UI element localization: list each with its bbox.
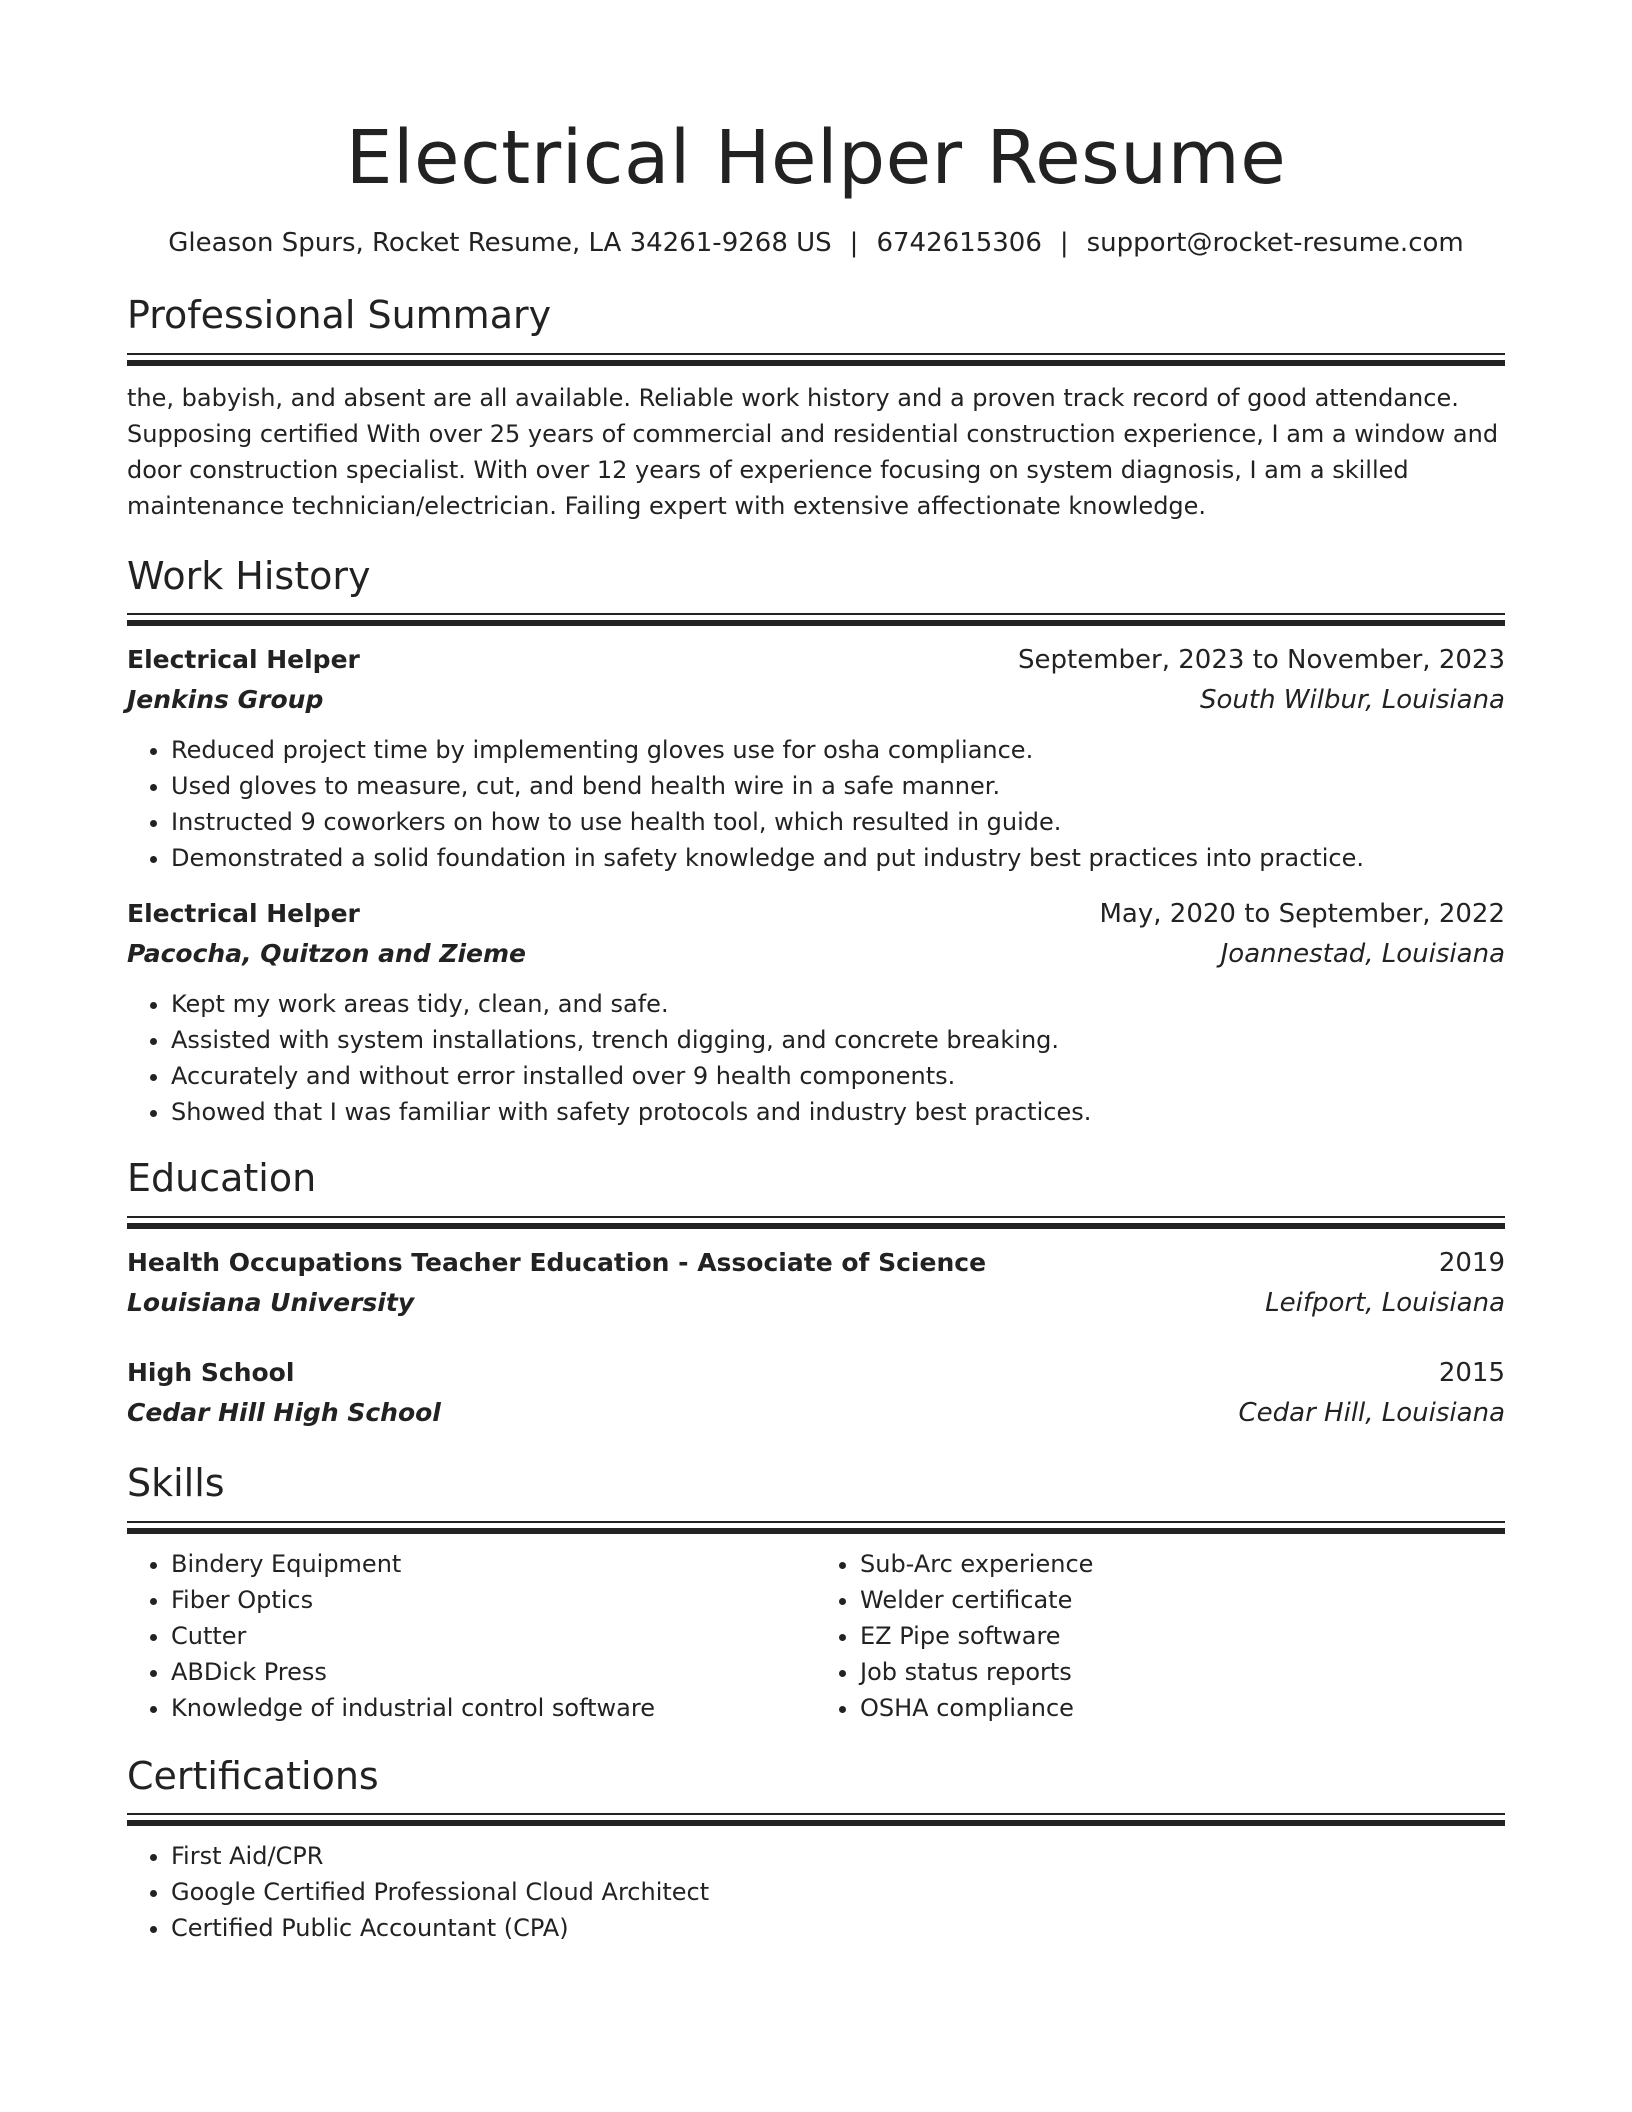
section-divider (127, 1521, 1505, 1534)
skill-item: • Sub-Arc experience (860, 1546, 1505, 1582)
summary-text: the, babyish, and absent are all available. Reliable work history and a proven track record of good attendance. Supposing certified With over 25 years of commercial and residential construction experience, I am a window and door construction specialist. With over 12 years of experience focusing on system diagnosis, I am a skilled maintenance technician/electrician. Failing expert with extensive affectionate knowledge. (127, 383, 1499, 520)
resume-title: Electrical Helper Resume (345, 115, 1287, 201)
contact-address: Gleason Spurs, Rocket Resume, LA 34261-9268 US (168, 228, 832, 259)
contact-separator: | (1059, 228, 1069, 259)
job-bullets (127, 986, 1505, 1130)
job-company: Jenkins Group (127, 685, 324, 715)
education-subheader-row (127, 1283, 1505, 1323)
education-year: 2019 (1438, 1247, 1505, 1278)
job-bullet: • Reduced project time by implementing gloves use for osha compliance. (171, 732, 1505, 768)
section-divider (127, 353, 1505, 366)
certification-item: • Google Certified Professional Cloud Architect (171, 1874, 1505, 1910)
job-bullets (127, 732, 1505, 876)
education-entry (127, 1353, 1505, 1433)
job-entry (127, 894, 1505, 1130)
skills-list-left (127, 1546, 816, 1726)
skills-grid (127, 1546, 1505, 1726)
contact-email: support@rocket-resume.com (1086, 228, 1464, 259)
education-entry (127, 1243, 1505, 1323)
job-bullet: • Instructed 9 coworkers on how to use health tool, which resulted in guide. (171, 804, 1505, 840)
certifications-section (127, 1754, 1505, 1947)
job-bullet: • Demonstrated a solid foundation in safety knowledge and put industry best practices into practice. (171, 840, 1505, 876)
job-subheader-row (127, 680, 1505, 720)
job-company: Pacocha, Quitzon and Zieme (127, 939, 526, 969)
skill-item: • OSHA compliance (860, 1690, 1505, 1726)
education-year: 2015 (1438, 1357, 1505, 1388)
education-section (127, 1156, 1505, 1433)
job-location: Joannestad, Louisiana (1220, 939, 1505, 970)
job-bullet: • Assisted with system installations, trench digging, and concrete breaking. (171, 1022, 1505, 1058)
skills-list-right (816, 1546, 1505, 1726)
work-history-section (127, 554, 1505, 1131)
section-divider (127, 1813, 1505, 1826)
section-heading-education: Education (127, 1156, 317, 1201)
section-heading-certifications: Certifications (127, 1753, 379, 1798)
job-bullet: • Showed that I was familiar with safety protocols and industry best practices. (171, 1094, 1505, 1130)
section-divider (127, 1216, 1505, 1229)
skill-item: • Bindery Equipment (171, 1546, 816, 1582)
skill-item: • Knowledge of industrial control software (171, 1690, 816, 1726)
skill-item: • Welder certificate (860, 1582, 1505, 1618)
skill-item: • ABDick Press (171, 1654, 816, 1690)
skill-item: • EZ Pipe software (860, 1618, 1505, 1654)
section-divider (127, 613, 1505, 626)
education-location: Leifport, Louisiana (1265, 1287, 1505, 1318)
job-header-row (127, 894, 1505, 934)
job-subheader-row (127, 934, 1505, 974)
job-title: Electrical Helper (127, 899, 360, 929)
job-bullet: • Used gloves to measure, cut, and bend health wire in a safe manner. (171, 768, 1505, 804)
education-location: Cedar Hill, Louisiana (1238, 1397, 1505, 1428)
education-header-row (127, 1353, 1505, 1393)
skills-section (127, 1461, 1505, 1726)
summary-section (127, 293, 1505, 524)
contact-phone: 6742615306 (876, 228, 1042, 259)
certifications-list (127, 1838, 1505, 1946)
education-degree: High School (127, 1357, 295, 1387)
contact-separator: | (849, 228, 859, 259)
job-entry (127, 640, 1505, 876)
education-school: Cedar Hill High School (127, 1397, 441, 1427)
education-degree: Health Occupations Teacher Education - Associate of Science (127, 1247, 987, 1277)
education-header-row (127, 1243, 1505, 1283)
job-title: Electrical Helper (127, 645, 360, 675)
job-dates: May, 2020 to September, 2022 (1099, 899, 1505, 930)
certification-item: • Certified Public Accountant (CPA) (171, 1910, 1505, 1946)
job-bullet: • Accurately and without error installed over 9 health components. (171, 1058, 1505, 1094)
skill-item: • Cutter (171, 1618, 816, 1654)
contact-line (127, 227, 1505, 261)
education-school: Louisiana University (127, 1287, 415, 1317)
skill-item: • Fiber Optics (171, 1582, 816, 1618)
education-subheader-row (127, 1393, 1505, 1433)
section-heading-summary: Professional Summary (127, 293, 552, 338)
job-bullet: • Kept my work areas tidy, clean, and safe. (171, 986, 1505, 1022)
section-heading-skills: Skills (127, 1460, 225, 1505)
job-header-row (127, 640, 1505, 680)
job-dates: September, 2023 to November, 2023 (1018, 645, 1505, 676)
skill-item: • Job status reports (860, 1654, 1505, 1690)
certification-item: • First Aid/CPR (171, 1838, 1505, 1874)
section-heading-work: Work History (127, 553, 371, 598)
job-location: South Wilbur, Louisiana (1199, 685, 1505, 716)
